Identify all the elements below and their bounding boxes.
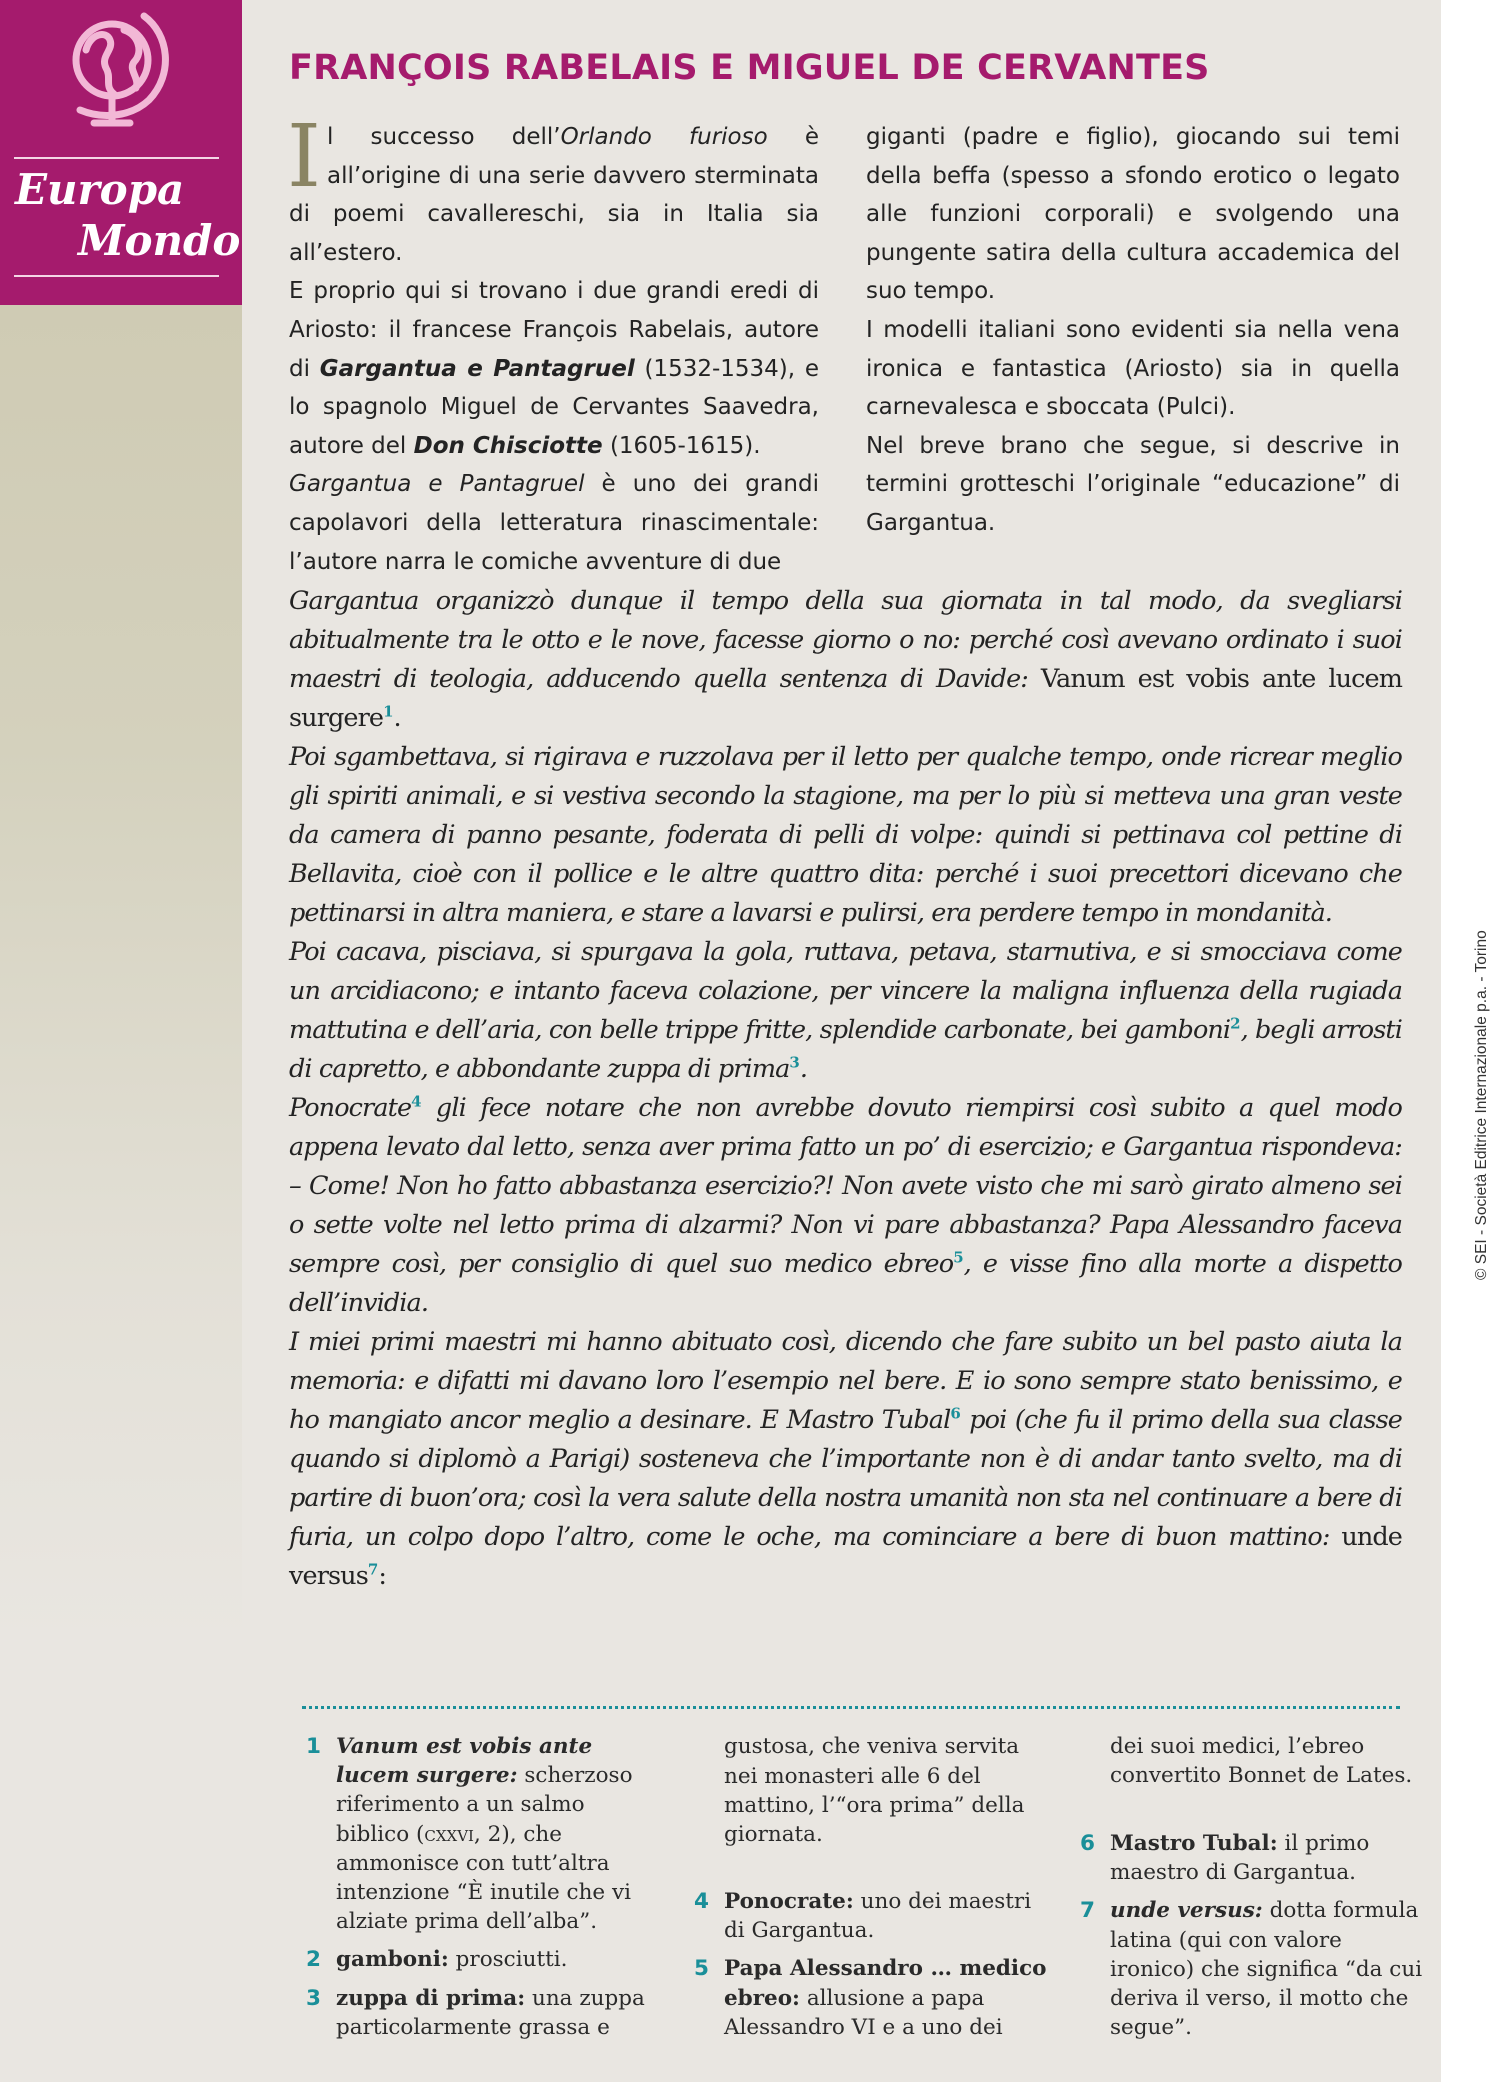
footnote-ref-4[interactable]: 4 <box>411 1092 422 1111</box>
excerpt-text <box>289 582 1402 1596</box>
footnote-term: unde versus: <box>1110 1898 1263 1924</box>
footnote-number: 5 <box>694 1956 709 1982</box>
text: Gargantua organizzò dunque il tempo della sua giornata in tal modo, da svegliarsi abitualmente tra le otto e le nove, facesse giorno o no: perché così avevano ordinato i suoi maestri di teologia, adducendo quella sentenza di Davide: <box>289 586 1402 694</box>
badge-label-mondo: Mondo <box>78 216 241 265</box>
footnote-2 <box>302 1945 662 1974</box>
footnote-5 <box>690 1954 1050 2042</box>
footnote-text: prosciutti. <box>448 1947 568 1973</box>
excerpt-paragraph <box>289 1323 1402 1596</box>
footnote-3 <box>302 1984 662 2042</box>
footnote-5-continued <box>1076 1732 1426 1820</box>
work-title: Orlando furioso <box>560 124 768 150</box>
text: , e visse fino alla morte a dispetto dell’invidia. <box>289 1249 1402 1318</box>
text: gli fece notare che non avrebbe dovuto riempirsi così subito a quel modo appena levato dal letto, senza aver prima fatto un po’ di esercizio; e Gargantua rispondeva: – Come! Non ho fatto abbastanza esercizio?! Non avete visto che mi sarò girato almeno sei o sette volte nel letto prima di alzarmi? Non vi pare abbastanza? Papa Alessandro faceva sempre così, per consiglio di quel suo medico ebreo <box>289 1093 1402 1279</box>
sidebar-band <box>0 305 242 2082</box>
text: , begli arrosti di capretto, e abbondante zuppa di prima <box>289 1015 1402 1084</box>
footnote-number: 3 <box>306 1985 321 2011</box>
work-title: Gargantua e Pantagruel <box>289 471 585 498</box>
footnotes-column-3 <box>1076 1732 1426 2051</box>
text: è all’origine di una serie davvero sterminata di poemi cavallereschi, sia in Italia sia all’estero. <box>289 124 819 266</box>
footnote-term: Papa Alessandro … medico ebreo: <box>724 1956 1047 2011</box>
footnote-text: gustosa, che veniva servita nei monasteri alle 6 del mattino, l’“ora prima” della giornata. <box>724 1734 1025 1848</box>
intro-paragraph: I modelli italiani sono evidenti sia nella vena ironica e fantastica (Ariosto) sia in quella carnevalesca e sboccata (Pulci). <box>866 316 1400 421</box>
intro-paragraph <box>287 107 819 272</box>
excerpt-paragraph <box>289 582 1402 738</box>
text: è uno dei grandi capolavori della letteratura rinascimentale: l’autore narra le comiche avventure di due <box>289 471 819 575</box>
text: . <box>393 703 401 733</box>
footnote-ref-7[interactable]: 7 <box>367 1560 379 1579</box>
badge-divider <box>14 275 219 277</box>
footnote-text: allusione a papa Alessandro VI e a uno dei <box>724 1985 1003 2040</box>
globe-icon <box>64 12 174 134</box>
footnote-term: Mastro Tubal: <box>1110 1831 1278 1856</box>
excerpt-paragraph <box>289 933 1402 1089</box>
footnote-text: il primo maestro di Gargantua. <box>1110 1831 1370 1886</box>
footnote-ref-5[interactable]: 5 <box>953 1248 964 1267</box>
footnote-number: 2 <box>306 1947 321 1973</box>
footnote-number: 7 <box>1080 1898 1095 1924</box>
text: : <box>378 1561 387 1591</box>
intro-paragraph <box>289 465 819 581</box>
text: . <box>799 1054 808 1084</box>
text: E proprio qui si trovano i due grandi eredi di Ariosto: il francese François Rabelais, autore di <box>289 278 819 382</box>
footnotes-divider <box>302 1706 1400 1709</box>
footnote-6 <box>1076 1829 1426 1887</box>
page-title: FRANÇOIS RABELAIS E MIGUEL DE CERVANTES <box>289 48 1210 88</box>
footnote-term: gamboni: <box>336 1947 449 1973</box>
section-badge <box>0 0 242 305</box>
text: Poi cacava, pisciava, si spurgava la gola, ruttava, petava, starnutiva, e si smocciava come un arcidiacono; e intanto faceva colazione, per vincere la maligna influenza della rugiada mattutina e dell’aria, con belle trippe fritte, splendide carbonate, bei gamboni <box>289 937 1402 1045</box>
excerpt-paragraph: Poi sgambettava, si rigirava e ruzzolava per il letto per qualche tempo, onde ricrear meglio gli spiriti animali, e si vestiva secondo la stagione, ma per lo più si metteva una gran veste da camera di panno pesante, foderata di pelli di volpe: quindi si pettinava col pettine di Bellavita, cioè con il pollice e le altre quattro dita: perché i suoi precettori dicevano che pettinarsi in altra maniera, e stare a lavarsi e pulirsi, era perdere tempo in mondanità. <box>289 742 1402 928</box>
footnote-text: dotta formula latina (qui con valore ironico) che significa “da cui deriva il verso, il motto che segue”. <box>1110 1898 1423 2041</box>
latin-quote: Vanum est vobis ante lucem surgere <box>289 664 1402 733</box>
footnote-ref-3[interactable]: 3 <box>789 1053 800 1072</box>
text: (1605-1615). <box>602 432 761 459</box>
intro-column-2 <box>866 118 1400 543</box>
badge-label-europa: Europa <box>15 165 185 214</box>
footnotes-column-2 <box>690 1732 1050 2051</box>
footnote-ref-6[interactable]: 6 <box>950 1404 961 1423</box>
text: l successo dell’ <box>326 124 561 150</box>
footnote-text: cxxvi <box>424 1821 474 1847</box>
excerpt-paragraph <box>289 1089 1402 1323</box>
text: I miei primi maestri mi hanno abituato così, dicendo che fare subito un bel pasto aiuta la memoria: e difatti mi davano loro l’esempio nel bere. E io sono sempre stato benissimo, e ho mangiato ancor meglio a desinare. E Mastro Tubal <box>289 1327 1402 1435</box>
footnote-text: una zuppa particolarmente grassa e <box>336 1985 645 2040</box>
drop-cap: I <box>287 107 321 207</box>
intro-column-1 <box>287 107 819 581</box>
footnote-ref-1[interactable]: 1 <box>383 702 394 721</box>
footnote-number: 6 <box>1080 1831 1095 1856</box>
footnote-text: , 2), che ammonisce con tutt’altra intenzione “È inutile che vi alziate prima dell’alba”. <box>336 1821 631 1935</box>
footnote-7 <box>1076 1896 1426 2042</box>
text: Ponocrate <box>289 1093 412 1123</box>
footnote-3-continued <box>690 1732 1050 1878</box>
footnotes-column-1 <box>302 1732 662 2051</box>
footnote-number: 4 <box>694 1889 709 1914</box>
work-title: Gargantua e Pantagruel <box>319 355 635 382</box>
badge-divider <box>14 157 219 159</box>
text: (1532-1534), e lo spagnolo Miguel de Cervantes Saavedra, autore del <box>289 355 819 459</box>
intro-paragraph: Nel breve brano che segue, si descrive in termini grotteschi l’originale “educazione” di Gargantua. <box>866 432 1400 536</box>
footnote-1 <box>302 1732 662 1936</box>
intro-paragraph <box>289 272 819 465</box>
footnote-term: Ponocrate: <box>724 1889 854 1914</box>
latin-quote: unde versus <box>289 1522 1402 1591</box>
work-title: Don Chisciotte <box>413 432 603 459</box>
footnote-text: uno dei maestri di Gargantua. <box>724 1889 1032 1944</box>
copyright-notice: © SEI - Società Editrice Internazionale p.a. - Torino <box>1473 930 1490 1280</box>
intro-paragraph-continued: giganti (padre e figlio), giocando sui temi della beffa (spesso a sfondo erotico o legato alle funzioni corporali) e svolgendo una pungente satira della cultura accademica del suo tempo. <box>866 124 1400 305</box>
footnote-number: 1 <box>306 1734 321 1759</box>
footnote-term: zuppa di prima: <box>336 1985 526 2011</box>
footnote-text: scherzoso riferimento a un salmo biblico ( <box>336 1763 633 1847</box>
footnote-4 <box>690 1887 1050 1945</box>
footnote-ref-2[interactable]: 2 <box>1230 1014 1241 1033</box>
footnote-term: Vanum est vobis ante lucem surgere: <box>336 1734 593 1789</box>
footnote-text: dei suoi medici, l’ebreo convertito Bonnet de Lates. <box>1110 1733 1413 1788</box>
text: poi (che fu il primo della sua classe quando si diplomò a Parigi) sosteneva che l’importante non è di andar tanto svelto, ma di partire di buon’ora; così la vera salute della nostra umanità non sta nel continuare a bere di furia, un colpo dopo l’altro, come le oche, ma cominciare a bere di buon mattino: <box>289 1405 1402 1552</box>
